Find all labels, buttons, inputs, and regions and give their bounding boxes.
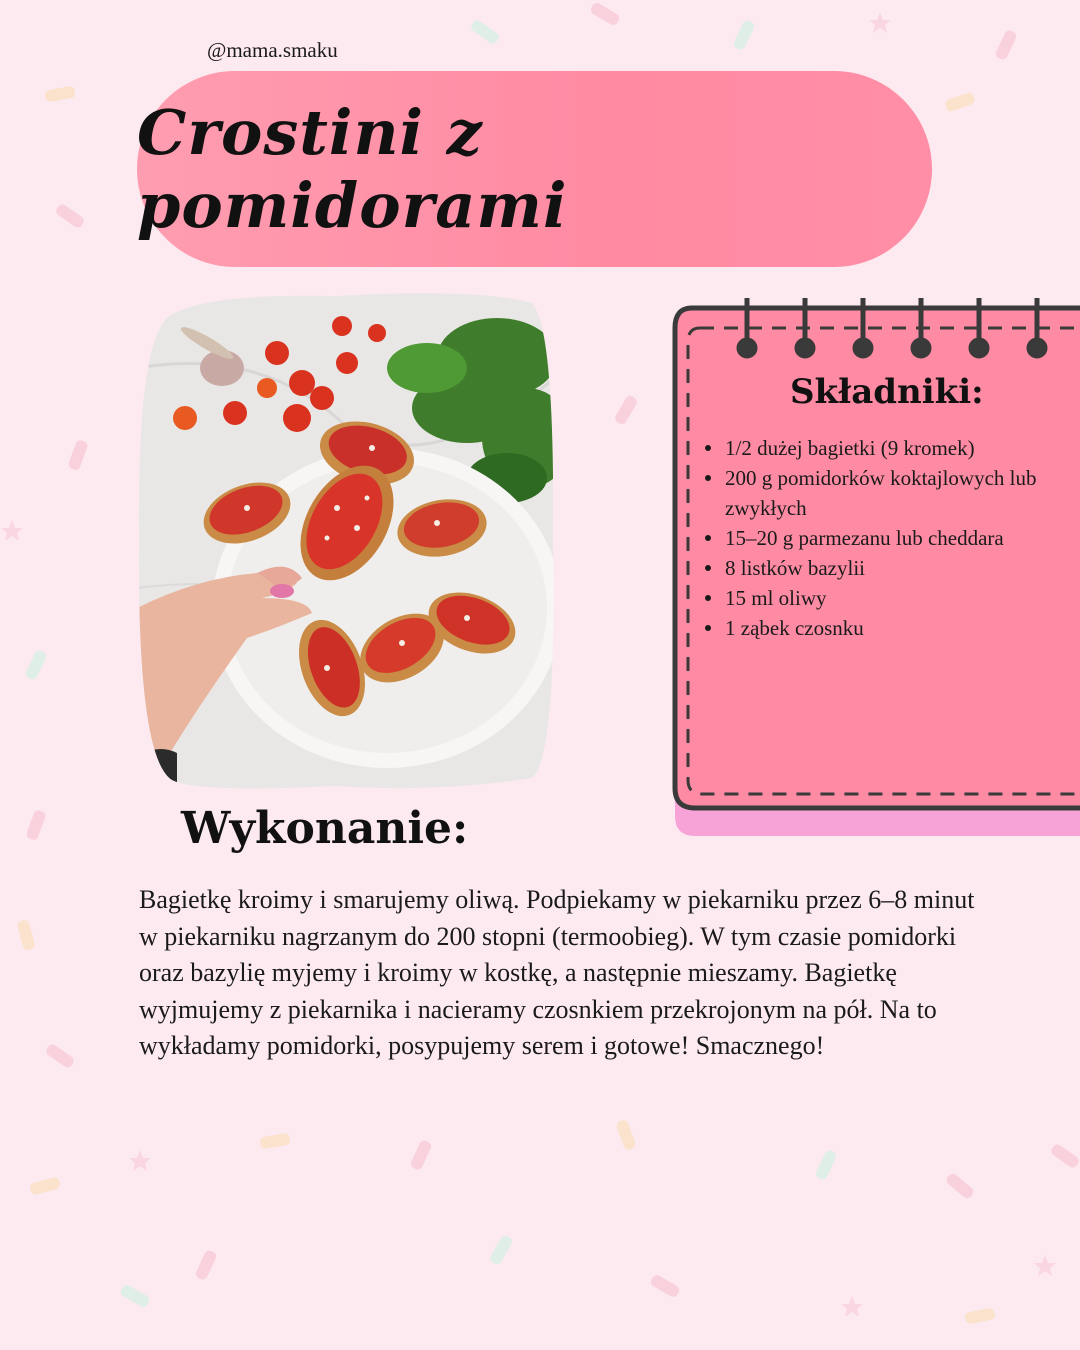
method-heading: Wykonanie: <box>181 803 469 854</box>
title-banner <box>137 71 932 267</box>
ingredient-item: 1 ząbek czosnku <box>705 613 1080 643</box>
ingredient-item: 200 g pomidorków koktajlowych lub zwykłych <box>705 463 1080 523</box>
ingredients-heading: Składniki: <box>790 372 984 412</box>
ingredient-item: 8 listków bazylii <box>705 553 1080 583</box>
ingredients-list <box>705 433 1080 643</box>
author-handle: @mama.smaku <box>207 38 338 62</box>
ingredient-item: 1/2 dużej bagietki (9 kromek) <box>705 433 1080 463</box>
ingredient-item: 15 ml oliwy <box>705 583 1080 613</box>
recipe-photo <box>137 288 555 793</box>
recipe-title: Crostini z pomidorami <box>137 96 568 242</box>
ingredient-item: 15–20 g parmezanu lub cheddara <box>705 523 1080 553</box>
method-text: Bagietkę kroimy i smarujemy oliwą. Podpiekamy w piekarniku przez 6–8 minut w piekarniku nagrzanym do 200 stopni (termoobieg). W tym czasie pomidorki oraz bazylię myjemy i kroimy w kostkę, a następnie mieszamy. Bagietkę wyjmujemy z piekarnika i nacieramy czosnkiem przekrojonym na pół. Na to wykładamy pomidorki, posypujemy serem i gotowe! Smacznego! <box>139 885 975 1060</box>
